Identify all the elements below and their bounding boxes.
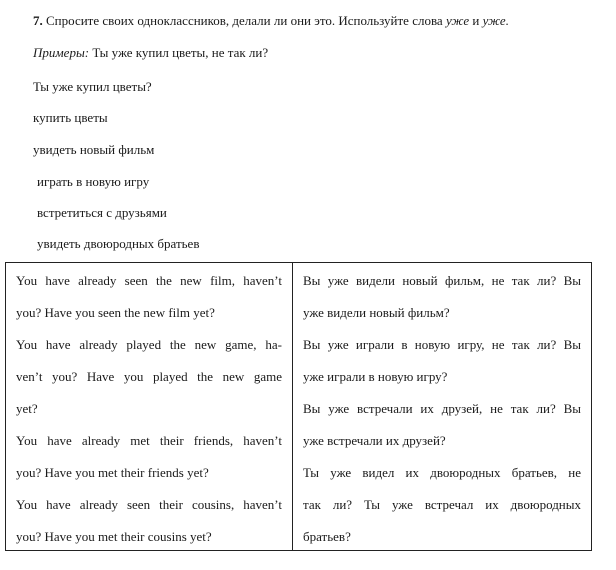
prompt: играть в новую игру xyxy=(37,174,150,189)
table-line: уже играли в новую игру? xyxy=(303,369,448,384)
table-line: You have already played the new game, ha- xyxy=(16,337,282,352)
answer-table xyxy=(5,262,592,551)
exercise-number: 7. xyxy=(33,13,43,28)
table-line: Ты уже видел их двоюродных братьев, не xyxy=(303,465,581,480)
example-line: Примеры: Ты уже купил цветы, не так ли? xyxy=(33,45,269,60)
english-column xyxy=(16,271,282,559)
example-question: Ты уже купил цветы? xyxy=(33,79,152,94)
table-line: You have already seen the new film, haven’t xyxy=(16,273,282,288)
table-line: уже видели новый фильм? xyxy=(303,305,450,320)
table-line: братьев? xyxy=(303,529,351,544)
table-line: уже встречали их друзей? xyxy=(303,433,446,448)
prompt: увидеть новый фильм xyxy=(33,142,155,157)
table-line: Вы уже играли в новую игру, не так ли? Вы xyxy=(303,337,581,352)
table-line: you? Have you seen the new film yet? xyxy=(16,305,215,320)
example-label: Примеры: xyxy=(33,45,90,60)
table-line: yet? xyxy=(16,401,38,416)
prompt: встретиться с друзьями xyxy=(37,205,167,220)
prompt: купить цветы xyxy=(33,110,108,125)
table-line: You have already seen their cousins, haven’t xyxy=(16,497,282,512)
prompt: увидеть двоюродных братьев xyxy=(37,236,200,251)
russian-column xyxy=(303,271,581,559)
table-line: Вы уже видели новый фильм, не так ли? Вы xyxy=(303,273,581,288)
column-divider xyxy=(292,263,293,550)
table-line: ven’t you? Have you played the new game xyxy=(16,369,282,384)
table-line: you? Have you met their friends yet? xyxy=(16,465,209,480)
table-line: Вы уже встречали их друзей, не так ли? Вы xyxy=(303,401,581,416)
table-line: you? Have you met their cousins yet? xyxy=(16,529,212,544)
table-line: You have already met their friends, haven’t xyxy=(16,433,282,448)
table-line: так ли? Ты уже встречал их двоюродных xyxy=(303,497,581,512)
exercise-instruction: 7. Спросите своих одноклассников, делали ли они это. Используйте слова уже и уже. xyxy=(33,13,509,28)
